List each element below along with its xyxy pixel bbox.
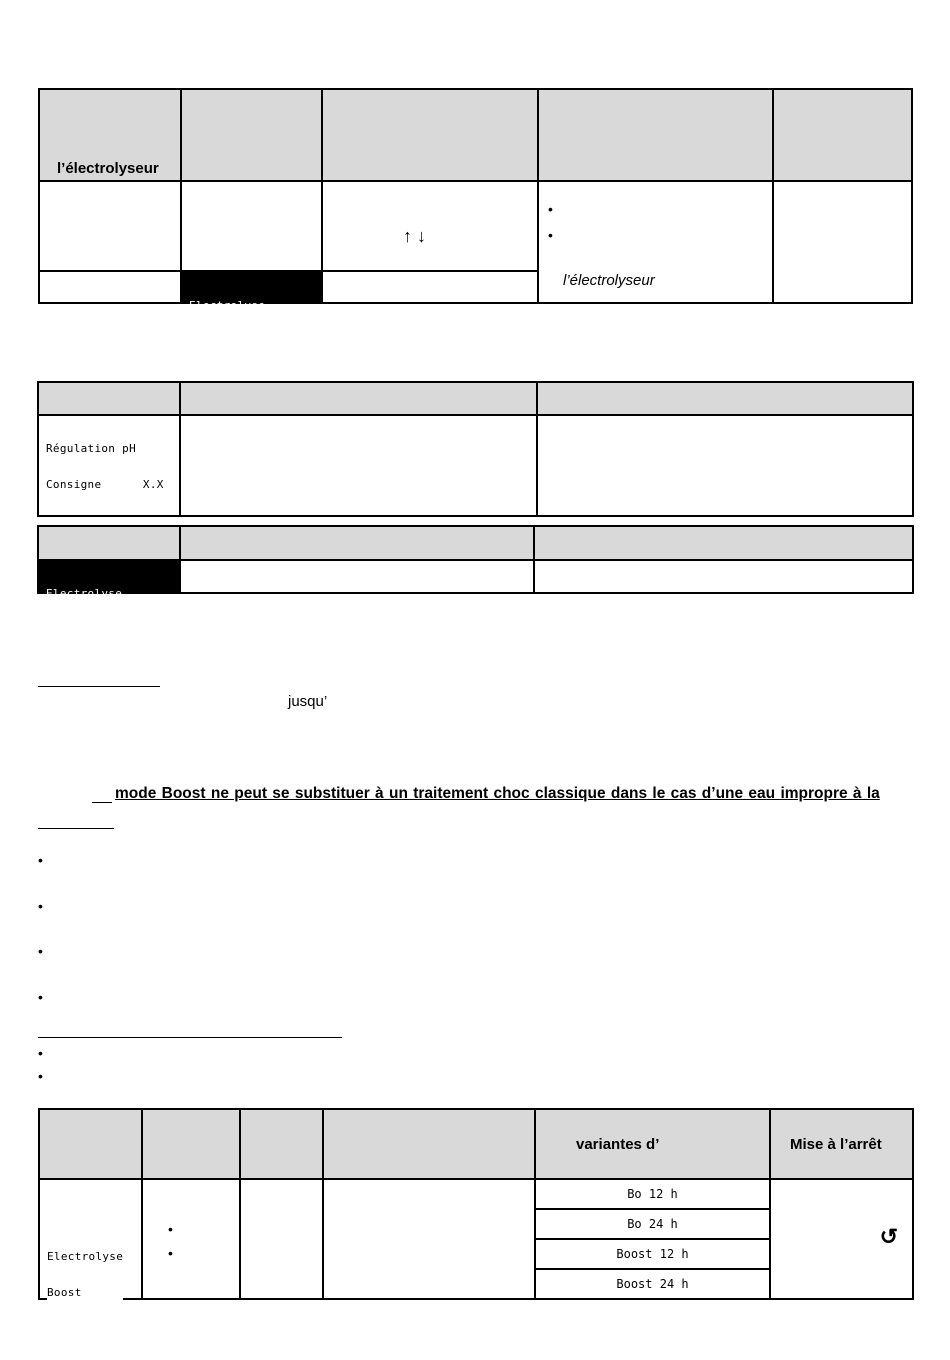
data-cell [180,560,534,593]
arrow-up-down-icon: ↑ ↓ [403,226,427,246]
boost-warning: mode Boost ne peut se substituer à un traitement choc classique dans le cas d’une eau impropre à la [115,785,880,802]
header-cell [142,1109,240,1179]
header-cell-5 [773,89,912,181]
header-electrolyseur: l’électrolyseur [57,160,159,177]
row2-cell-3 [322,271,538,303]
row2-cell-1 [39,271,181,303]
header-cell [38,526,180,560]
lcd-line-2: Prod. ORP XXX % [189,335,307,348]
underline [38,828,114,829]
header-cell [39,1109,142,1179]
row1-cell-3 [322,181,538,271]
data-cell [534,560,913,593]
header-cell-3 [322,89,538,181]
lcd-orp-cell [38,560,180,636]
data-cell [537,415,913,516]
variant-bo-12h: Bo 12 h [535,1179,770,1209]
jusqu-text: jusqu’ [288,693,328,710]
header-cell-4 [538,89,773,181]
header-cell [38,382,180,415]
header-arret-cell [770,1109,913,1179]
row1-cell-1 [39,181,181,271]
variant-boost-24h: Boost 24 h [535,1269,770,1299]
lcd-boost [47,1227,123,1323]
header-variantes: variantes d’ [576,1136,660,1153]
header-variantes-cell [535,1109,770,1179]
lcd-line-1: Régulation pH [46,442,136,455]
underline [38,686,160,687]
lcd-ph-setpoint [39,416,179,515]
lcd-prod-orp-cell [181,271,322,348]
header-cell-2 [181,89,322,181]
electrolyser-table [38,88,913,348]
bullet: • [38,1068,43,1084]
lcd-line-2: Boost [47,1286,82,1299]
lcd-prod-orp [182,272,321,348]
lcd-line-1: Electrolyse [189,299,266,312]
bullet: • [548,227,553,243]
lcd-boost-cell [39,1179,142,1299]
header-cell [534,526,913,560]
lcd-line-2: Consigne X.X [46,478,164,491]
lcd-orp-setpoint [39,561,179,636]
bullet: • [38,852,43,868]
reset-cell [770,1179,913,1299]
underline [92,802,112,803]
header-cell [180,526,534,560]
header-cell [180,382,537,415]
data-cell [180,415,537,516]
header-cell-1 [39,89,181,181]
remarks-cell [538,181,773,303]
variant-boost-12h: Boost 12 h [535,1239,770,1269]
bullets-cell [142,1179,240,1299]
bullet: • [38,943,43,959]
bullet: • [38,989,43,1005]
underline [38,1037,342,1038]
row1-cell-2 [181,181,322,271]
bullet: • [38,1045,43,1061]
orp-setpoint-table [37,525,914,636]
header-cell [240,1109,323,1179]
bullet: • [548,201,553,217]
data-cell [240,1179,323,1299]
remark-electrolyseur: l’électrolyseur [563,272,655,289]
boost-table [38,1108,914,1300]
lcd-line-1: Electrolyse [46,587,123,600]
lcd-line-1: Electrolyse [47,1250,124,1263]
header-cell [323,1109,535,1179]
row1-cell-5 [773,181,912,303]
header-mise-arret: Mise à l’arrêt [790,1136,882,1153]
variant-bo-24h: Bo 24 h [535,1209,770,1239]
data-cell [323,1179,535,1299]
header-cell [537,382,913,415]
ph-regulation-table [37,381,914,517]
bullet: • [168,1245,173,1261]
bullet: • [38,898,43,914]
lcd-ph-cell [38,415,180,516]
lcd-line-2: Consigne ORP XXX [46,623,157,636]
reset-icon: ↺ [879,1224,898,1249]
bullet: • [168,1221,173,1237]
